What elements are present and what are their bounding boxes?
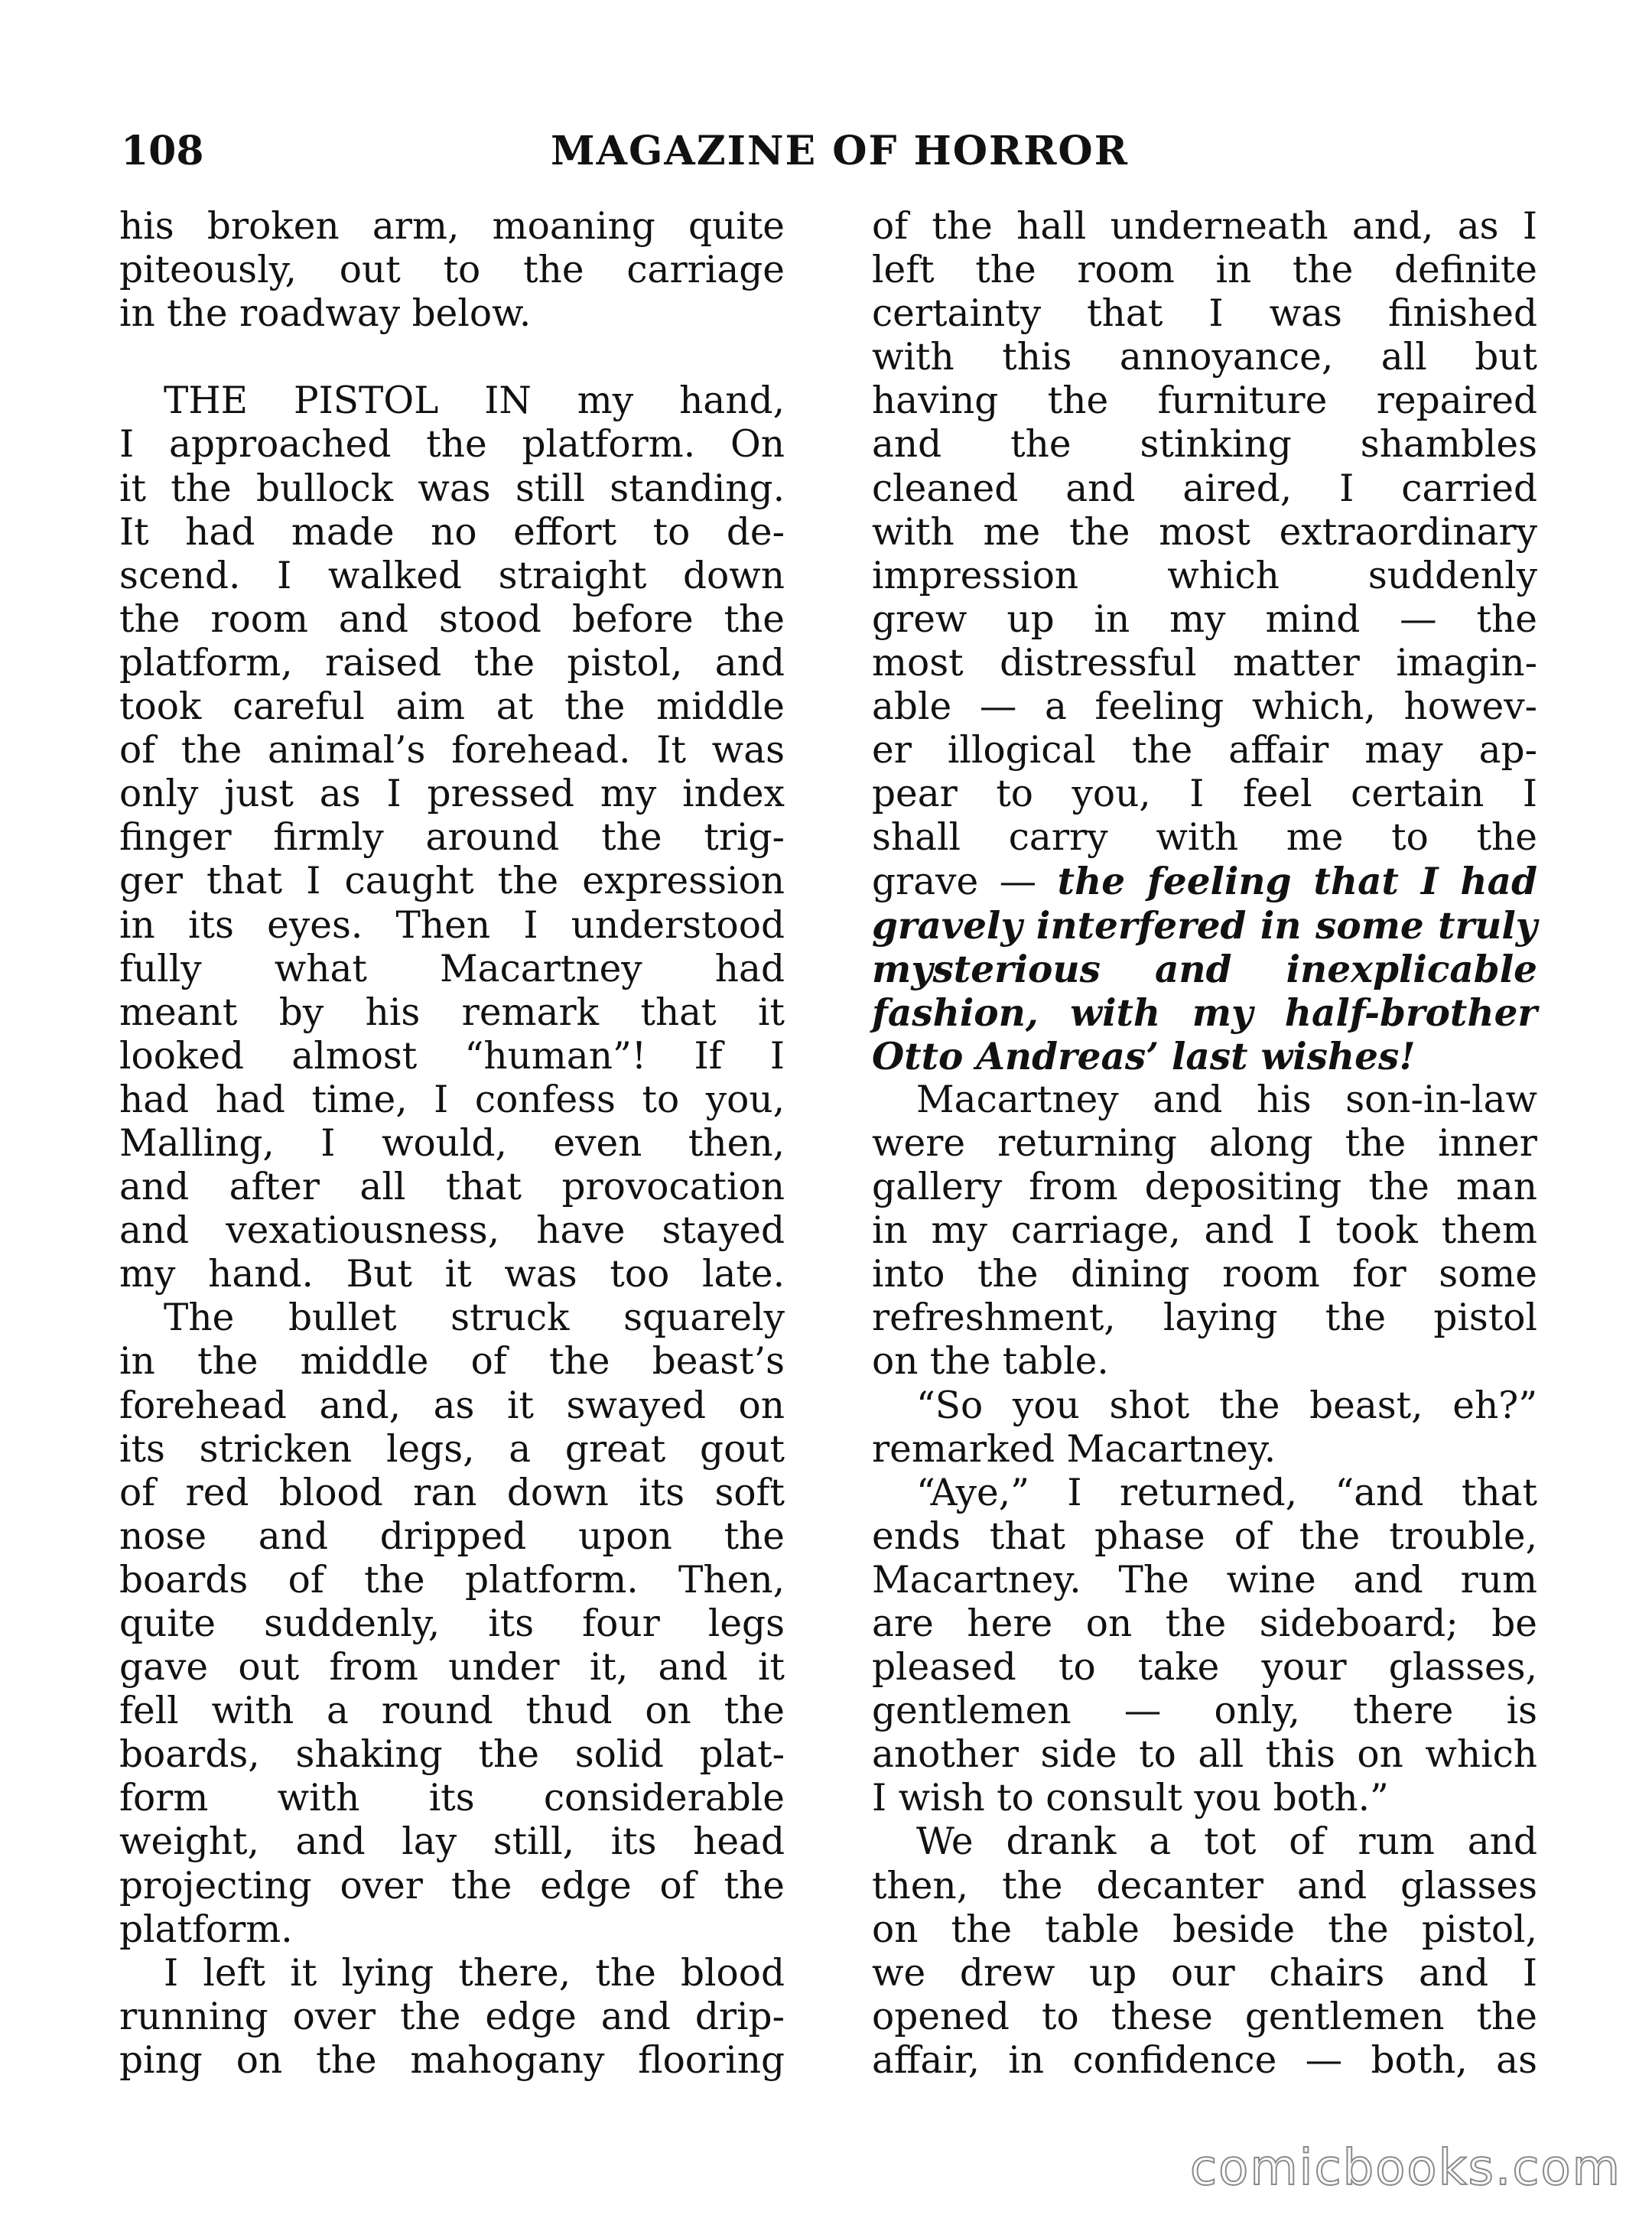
text-segment: grave — [872,860,1058,904]
text-line: piteously, out to the carriage [119,249,785,292]
text-line-mixed [872,860,1537,903]
text-line: pleased to take your glasses, [872,1646,1537,1690]
text-line: weight, and lay still, its head [119,1820,785,1864]
text-line: and the stinking shambles [872,423,1537,467]
text-line: quite suddenly, its four legs [119,1602,785,1645]
running-title: MAGAZINE OF HORROR [551,128,1129,174]
text-line: looked almost “human”! If I [119,1034,785,1078]
text-line: Malling, I would, even then, [119,1121,785,1165]
text-line: Macartney and his son-in-law [916,1078,1537,1121]
text-line: shall carry with me to the [872,816,1537,860]
text-line: boards, shaking the solid plat- [119,1733,785,1777]
text-line: finger firmly around the trig- [119,816,785,860]
text-line: in my carriage, and I took them [872,1209,1537,1253]
text-line: it the bullock was still standing. [119,467,785,510]
text-line: Macartney. The wine and rum [872,1558,1537,1602]
text-line: of red blood ran down its soft [119,1471,785,1514]
text-line: took careful aim at the middle [119,685,785,729]
text-line: in the roadway below. [119,292,532,336]
text-line: another side to all this on which [872,1733,1537,1777]
text-line: fully what Macartney had [119,947,785,990]
text-line: were returning along the inner [872,1121,1537,1165]
text-line: We drank a tot of rum and [916,1820,1537,1864]
text-line: platform. [119,1907,293,1951]
text-line: into the dining room for some [872,1253,1537,1296]
text-line: fell with a round thud on the [119,1690,785,1733]
text-line: only just as I pressed my index [119,772,785,816]
text-line: I left it lying there, the blood [164,1951,785,1995]
text-line: its stricken legs, a great gout [119,1427,785,1471]
italic-line: gravely interfered in some truly [872,903,1537,948]
text-line: his broken arm, moaning quite [119,205,785,248]
text-line: forehead and, as it swayed on [119,1384,785,1427]
text-line: gentlemen — only, there is [872,1690,1537,1733]
text-line: my hand. But it was too late. [119,1253,785,1296]
text-line: opened to these gentlemen the [872,1995,1537,2038]
text-line: impression which suddenly [872,554,1537,597]
text-line: It had made no effort to de- [119,510,785,554]
text-line: on the table beside the pistol, [872,1907,1537,1951]
text-line: the room and stood before the [119,597,785,641]
text-line: form with its considerable [119,1777,785,1820]
text-line: had had time, I confess to you, [119,1078,785,1121]
text-line: most distressful matter imagin- [872,641,1537,685]
text-line: ping on the mahogany flooring [119,2038,785,2082]
text-line: able — a feeling which, howev- [872,685,1537,729]
text-line: nose and dripped upon the [119,1514,785,1558]
text-line: in its eyes. Then I understood [119,903,785,947]
text-line: er illogical the affair may ap- [872,729,1537,772]
italic-segment: the feeling that I had [1057,860,1537,904]
text-line: in the middle of the beast’s [119,1340,785,1384]
text-line: cleaned and aired, I carried [872,467,1537,510]
text-line: of the hall underneath and, as I [872,205,1537,248]
text-line: ends that phase of the trouble, [872,1514,1537,1558]
text-line: running over the edge and drip- [119,1995,785,2038]
italic-line: mysterious and inexplicable [872,947,1537,991]
text-line: I wish to consult you both.” [872,1777,1389,1820]
text-line: pear to you, I feel certain I [872,772,1537,816]
section-break [119,336,785,379]
text-line: ger that I caught the expression [119,860,785,903]
text-line: with this annoyance, all but [872,336,1537,379]
text-line: having the furniture repaired [872,379,1537,423]
text-line: affair, in confidence — both, as [872,2038,1537,2082]
text-line: we drew up our chairs and I [872,1951,1537,1995]
text-line: refreshment, laying the pistol [872,1296,1537,1340]
page-number: 108 [121,128,204,174]
text-line: THE PISTOL IN my hand, [164,379,785,423]
text-line: with me the most extraordinary [872,510,1537,554]
text-line: “So you shot the beast, eh?” [916,1384,1537,1427]
text-line: meant by his remark that it [119,990,785,1034]
text-line: scend. I walked straight down [119,554,785,597]
text-line: then, the decanter and glasses [872,1864,1537,1907]
left-column [119,205,785,2083]
text-line: and vexatiousness, have stayed [119,1209,785,1253]
text-line: platform, raised the pistol, and [119,641,785,685]
text-line: certainty that I was finished [872,292,1537,336]
text-line: left the room in the definite [872,249,1537,292]
text-line: “Aye,” I returned, “and that [916,1471,1537,1514]
text-line: gave out from under it, and it [119,1646,785,1690]
text-line: boards of the platform. Then, [119,1558,785,1602]
watermark: comicbooks.com [1189,2140,1621,2197]
text-line: on the table. [872,1340,1109,1384]
right-column [872,205,1537,2083]
text-line: gallery from depositing the man [872,1166,1537,1209]
italic-line: fashion, with my half-brother [872,990,1537,1035]
text-line: are here on the sideboard; be [872,1602,1537,1645]
text-line: I approached the platform. On [119,423,785,467]
text-line: grew up in my mind — the [872,597,1537,641]
text-line: and after all that provocation [119,1166,785,1209]
italic-line: Otto Andreas’ last wishes! [872,1034,1416,1078]
running-header [121,121,1559,182]
text-line: of the animal’s forehead. It was [119,729,785,772]
text-line: remarked Macartney. [872,1427,1276,1471]
text-line: The bullet struck squarely [164,1296,785,1340]
text-line: projecting over the edge of the [119,1864,785,1907]
